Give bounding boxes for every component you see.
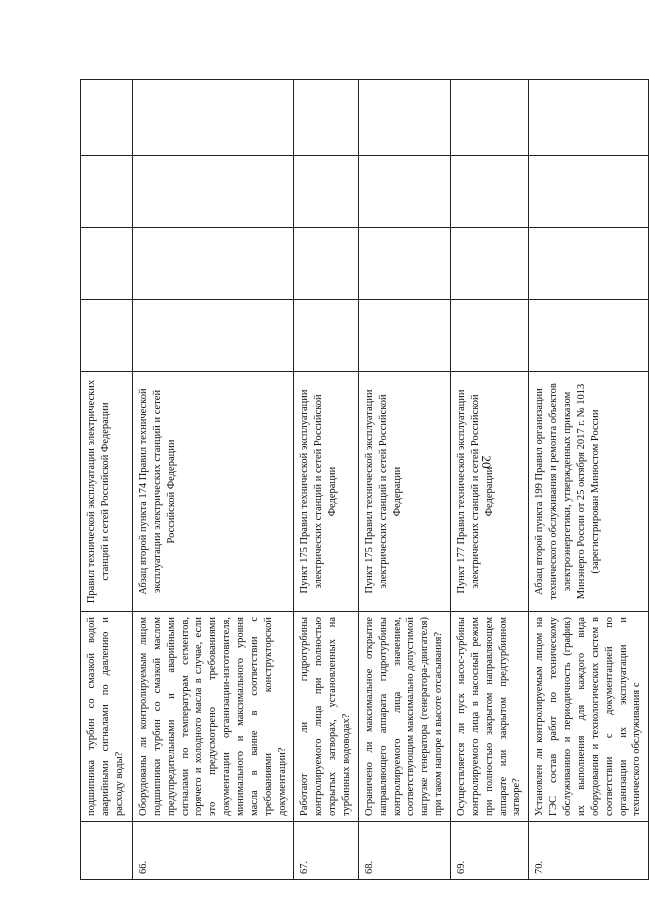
note-cell: [358, 80, 450, 156]
answer-yes-cell: [358, 300, 450, 372]
page-number: 20: [479, 455, 494, 469]
note-cell: [529, 80, 649, 156]
table-row: [529, 80, 649, 880]
note-cell: [81, 80, 133, 156]
answer-yes-cell: [451, 300, 529, 372]
answer-na-cell: [294, 156, 358, 228]
answer-yes-cell: [81, 300, 133, 372]
note-cell: [294, 80, 358, 156]
row-number: [81, 822, 133, 880]
question-cell: подшипника турбин со смазкой водой аварийными сигналами по давлению и расходу воды?: [81, 612, 133, 822]
answer-yes-cell: [294, 300, 358, 372]
question-cell: Работают ли гидротурбины контролируемого лица при полностью открытых затворах, установленных на турбинных водоводах?: [294, 612, 358, 822]
answer-na-cell: [529, 156, 649, 228]
answer-no-cell: [529, 228, 649, 300]
checklist-table: [80, 79, 649, 880]
table-row: [81, 80, 133, 880]
answer-no-cell: [133, 228, 294, 300]
answer-yes-cell: [529, 300, 649, 372]
note-cell: [133, 80, 294, 156]
table-row: [294, 80, 358, 880]
answer-na-cell: [358, 156, 450, 228]
rotated-table-page: [80, 80, 643, 880]
answer-na-cell: [451, 156, 529, 228]
question-cell: Осуществляется ли пуск насос-турбины контролируемого лица в насосный режим при полностью закрытом направляющем аппарате или закрытом предтурбинном затворе?: [451, 612, 529, 822]
question-cell: Ограничено ли максимальное открытие направляющего аппарата гидротурбины контролируемого лица значением, соответствующим максимально допустимой нагрузке генератора (генератора-двигателя) при таком напоре и высоте отсасывания?: [358, 612, 450, 822]
answer-no-cell: [358, 228, 450, 300]
table-row: [358, 80, 450, 880]
reference-cell: Правил технической эксплуатации электрических станций и сетей Российской Федерации: [81, 372, 133, 612]
row-number: 68.: [358, 822, 450, 880]
row-number: 69.: [451, 822, 529, 880]
answer-yes-cell: [133, 300, 294, 372]
note-cell: [451, 80, 529, 156]
reference-cell: Абзац второй пункта 199 Правил организации технического обслуживания и ремонта объектов электроэнергетики, утвержденных приказом Минэнерго России от 25 октября 2017 г. № 1013 (зарегистрирован Минюстом России: [529, 372, 649, 612]
row-number: 70.: [529, 822, 649, 880]
answer-no-cell: [81, 228, 133, 300]
row-number: 66.: [133, 822, 294, 880]
answer-na-cell: [81, 156, 133, 228]
answer-no-cell: [294, 228, 358, 300]
answer-no-cell: [451, 228, 529, 300]
row-number: 67.: [294, 822, 358, 880]
reference-cell: Пункт 175 Правил технической эксплуатации электрических станций и сетей Российской Федерации: [294, 372, 358, 612]
question-cell: Установлен ли контролируемым лицом на ГЭС состав работ по техническому обслуживанию и периодичность (график) их выполнения для каждого вида оборудования и технологических систем в соответствии с документацией по организации их эксплуатации и технического обслуживания с: [529, 612, 649, 822]
question-cell: Оборудованы ли контролируемым лицом подшипники турбин со смазкой маслом предупредительными и аварийными сигналами по температурам сегментов, горячего и холодного масла в случае, если это предусмотрено требованиями документации организации-изготовителя, минимального и максимального уровня масла в ванне в соответствии с требованиями конструкторской документации?: [133, 612, 294, 822]
reference-cell: Абзац второй пункта 174 Правил технической эксплуатации электрических станций и сетей Российской Федерации: [133, 372, 294, 612]
reference-cell: Пункт 175 Правил технической эксплуатации электрических станций и сетей Российской Федерации: [358, 372, 450, 612]
reference-cell: Пункт 177 Правил технической эксплуатации электрических станций и сетей Российской Федерации: [451, 372, 529, 612]
table-row: [133, 80, 294, 880]
table-row: [451, 80, 529, 880]
answer-na-cell: [133, 156, 294, 228]
